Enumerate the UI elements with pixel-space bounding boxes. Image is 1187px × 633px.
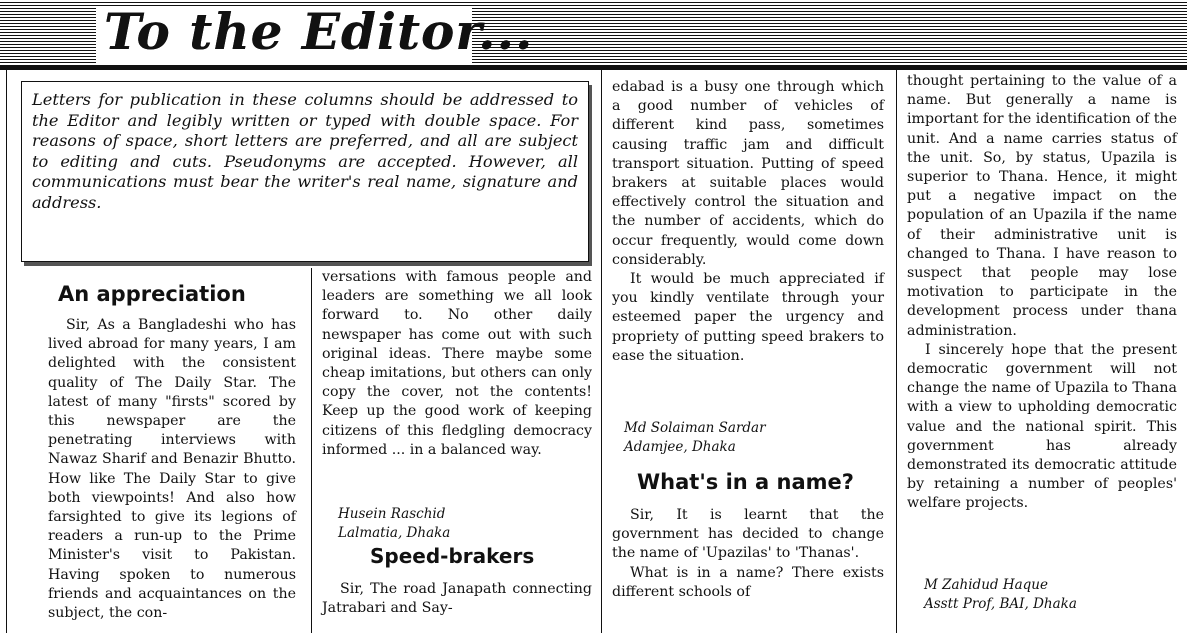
paragraph: Sir, It is learnt that the government has decided to change the name of 'Upazilas' to 'Thanas'. — [612, 507, 884, 562]
headline-appreciation: An appreciation — [58, 282, 246, 306]
name-body-col3 — [612, 506, 884, 602]
signature-whats-in-a-name — [924, 576, 1174, 614]
paragraph: It would be much appreciated if you kindly ventilate through your esteemed paper the urgency and propriety of putting speed brakers to ease the situation. — [612, 271, 884, 364]
signature-name: Md Solaiman Sardar — [624, 420, 766, 436]
paragraph: Sir, As a Bangladeshi who has lived abroad for many years, I am delighted with the consistent quality of The Daily Star. The latest of many "firsts" scored by this newspaper are the penetrating interviews with Nawaz Sharif and Benazir Bhutto. How like The Daily Star to give both viewpoints! And also how farsighted to give its legions of readers a run-up to the Prime Minister's visit to Pakistan. Having spoken to numerous friends and acquaintances on the subject, the con- — [48, 317, 296, 622]
left-border-rule — [6, 70, 7, 633]
paragraph: thought pertaining to the value of a name. But generally a name is important for the identification of the unit. And a name carries status of the unit. So, by status, Upazila is superior to Thana. Hence, it might put a negative impact on the population of an Upazila if the name of their administrative unit is changed to Thana. I have reason to suspect that people may lose motivation to participate in the development process under thana administration. — [907, 73, 1177, 339]
signature-appreciation — [338, 505, 588, 543]
signature-speed-brakers — [624, 419, 874, 457]
paragraph: versations with famous people and leaders are something we all look forward to. No other daily newspaper has come out with such original ideas. There maybe some cheap imitations, but others can only copy the cover, not the contents! Keep up the good work of keeping citizens of this fledgling democracy informed ... in a balanced way. — [322, 269, 592, 458]
appreciation-body-col1 — [48, 316, 296, 623]
column-rule-3 — [896, 70, 897, 633]
appreciation-body-col2 — [322, 268, 592, 460]
signature-place: Adamjee, Dhaka — [624, 439, 736, 455]
signature-place: Lalmatia, Dhaka — [338, 525, 451, 541]
paragraph: Sir, The road Janapath connecting Jatrabari and Say- — [322, 581, 592, 617]
signature-name: M Zahidud Haque — [924, 577, 1048, 593]
speed-body-col2 — [322, 580, 592, 618]
name-body-col4 — [907, 72, 1177, 514]
page-title: To the Editor... — [104, 2, 534, 61]
signature-place: Asstt Prof, BAI, Dhaka — [924, 596, 1077, 612]
column-rule-2 — [601, 70, 602, 633]
column-rule-1 — [311, 268, 312, 633]
paragraph: I sincerely hope that the present democratic government will not change the name of Upazila to Thana with a view to upholding democratic value and the national spirit. This government has already demonstrated its democratic attitude by retaining a number of peoples' welfare projects. — [907, 341, 1177, 512]
paragraph: edabad is a busy one through which a good number of vehicles of different kind pass, sometimes causing traffic jam and difficult transport situation. Putting of speed brakers at suitable places would effectively control the situation and the number of accidents, which do occur frequently, would come down considerably. — [612, 79, 884, 268]
notice-text: Letters for publication in these columns should be addressed to the Editor and legibly written or typed with double space. For reasons of space, short letters are preferred, and all are subject to editing and cuts. Pseudonyms are accepted. However, all communications must bear the writer's real name, signature and address. — [32, 90, 578, 212]
headline-whats-in-a-name: What's in a name? — [637, 470, 854, 494]
signature-name: Husein Raschid — [338, 506, 446, 522]
editorial-notice-box — [21, 81, 589, 262]
headline-speed-brakers: Speed-brakers — [370, 544, 535, 568]
paragraph: What is in a name? There exists different schools of — [612, 564, 884, 600]
speed-body-col3 — [612, 78, 884, 366]
